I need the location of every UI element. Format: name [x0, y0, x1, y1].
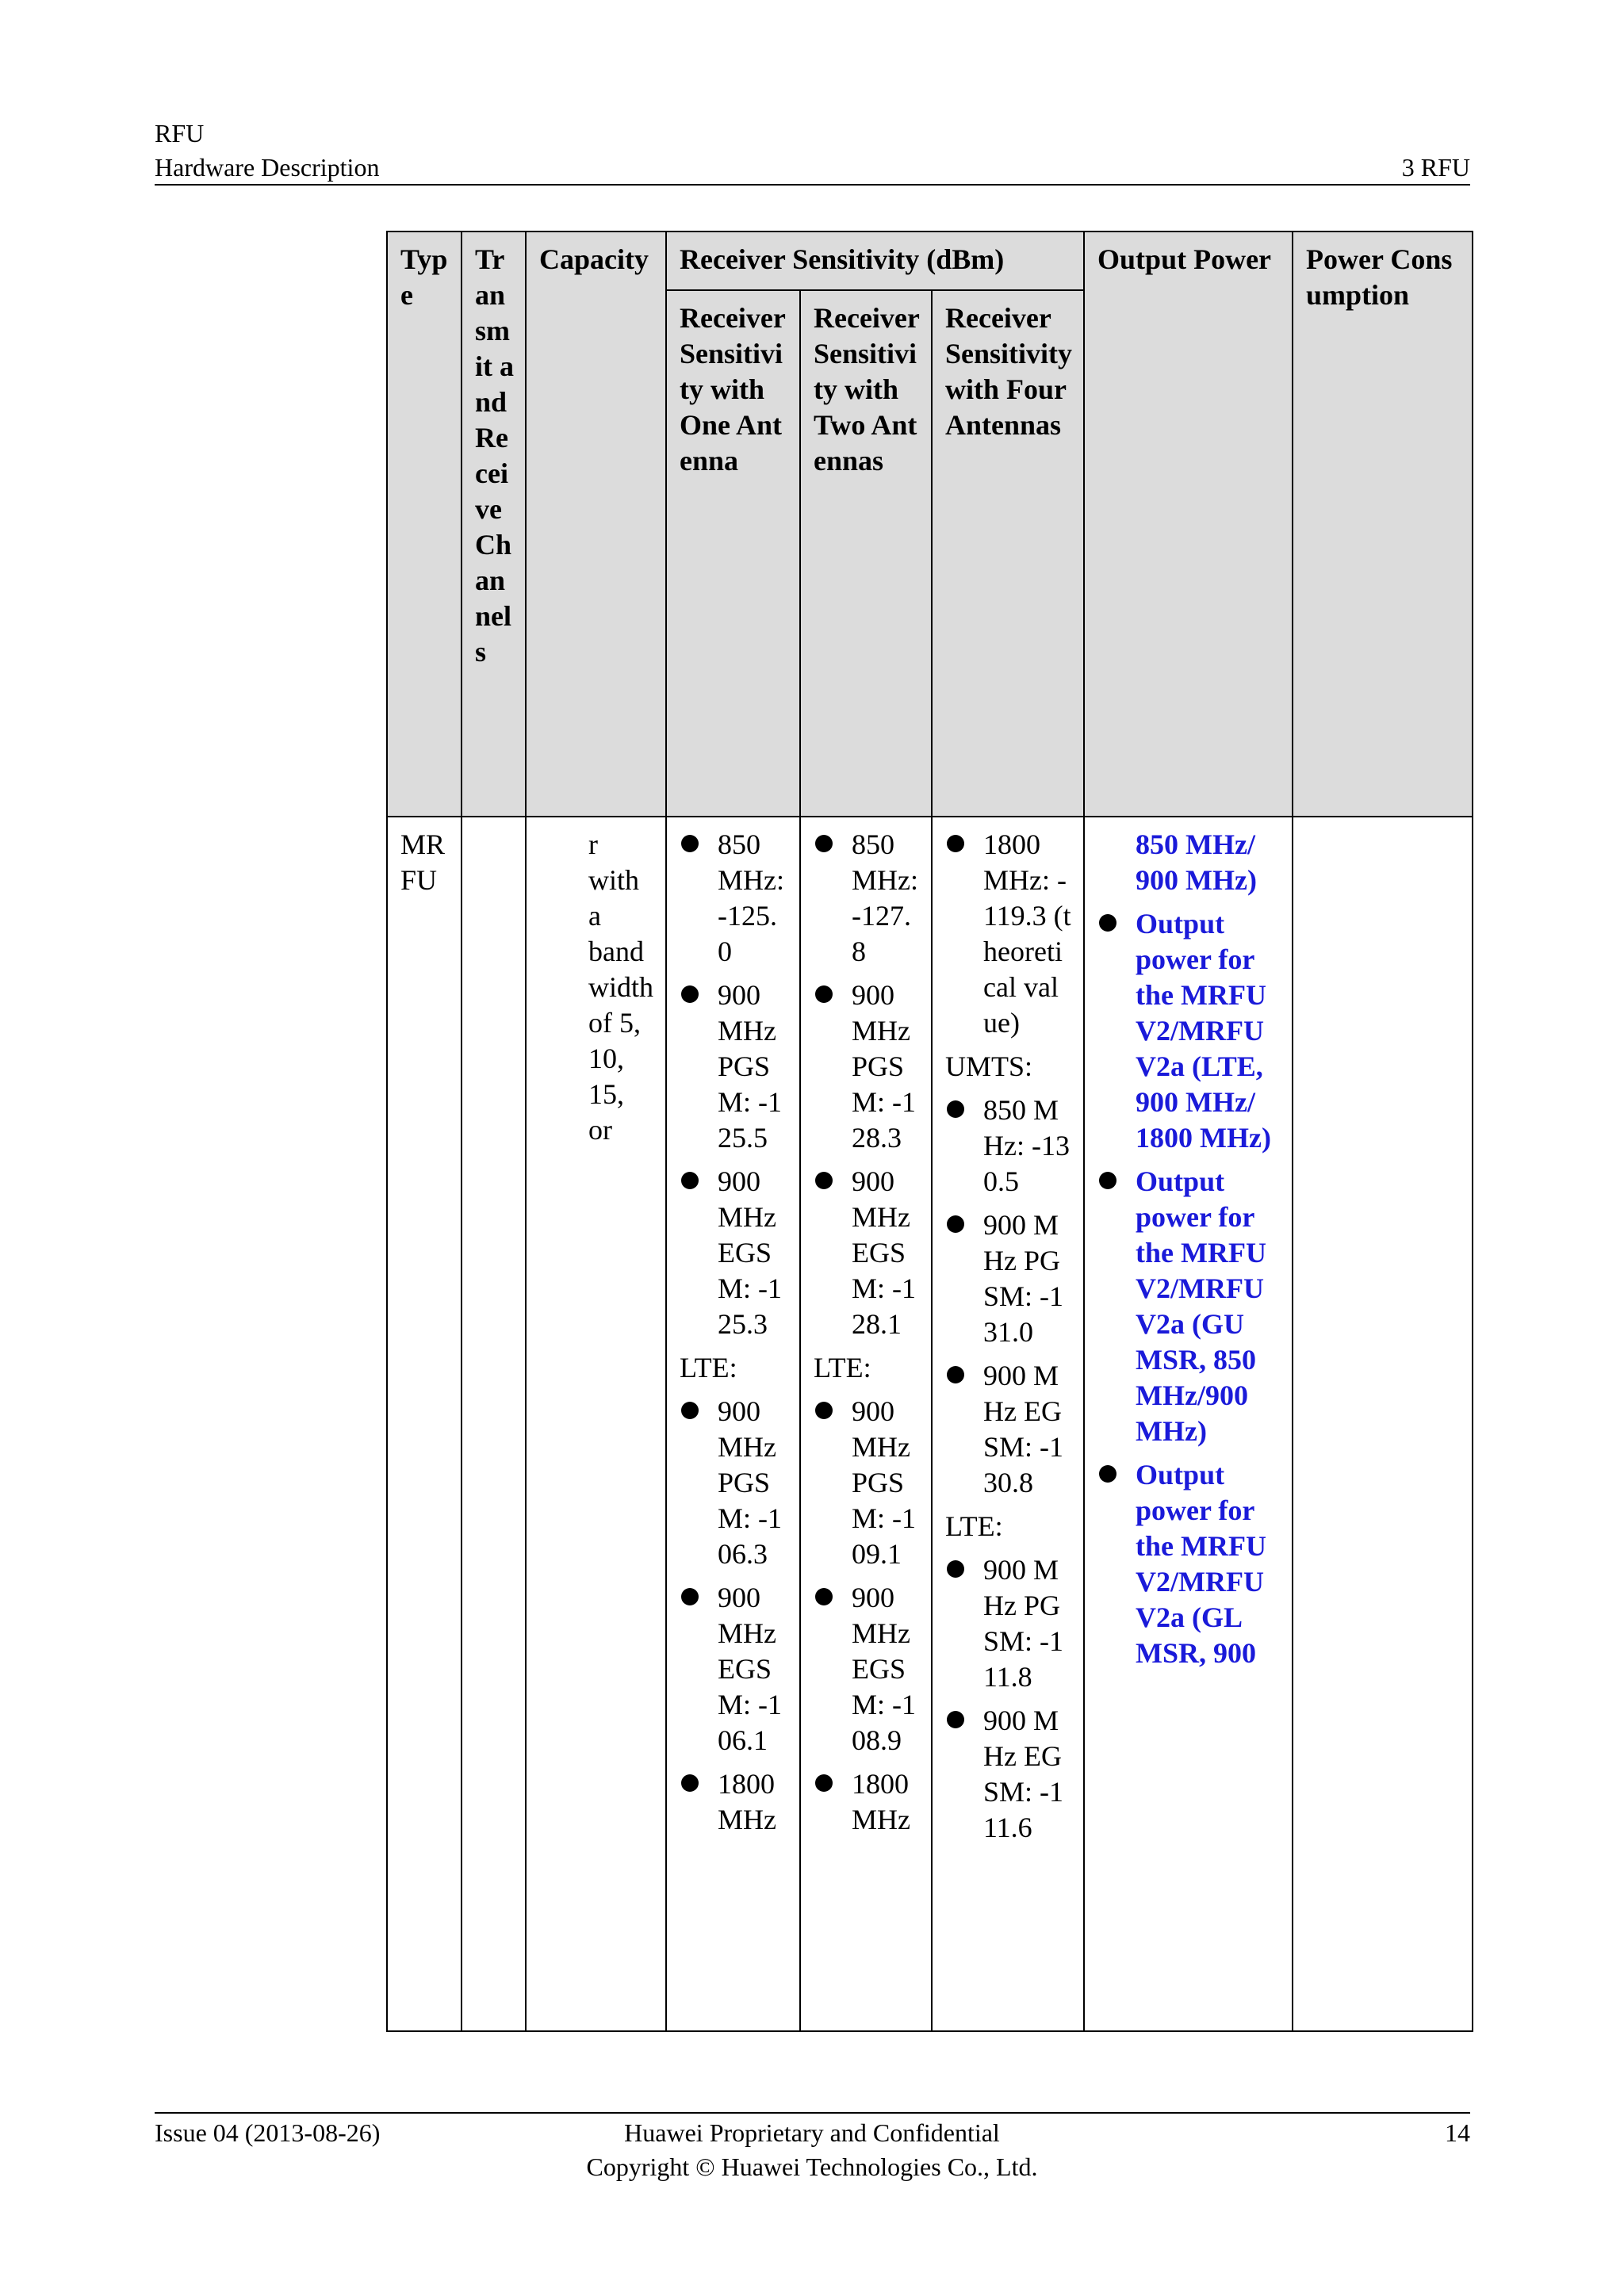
- bullet-icon: [815, 1402, 833, 1419]
- list-item: 900 MHz PGSM: -128.3: [814, 978, 920, 1156]
- list-item: 900 MHz PGSM: -106.3: [680, 1394, 788, 1572]
- bullet-icon: [681, 1774, 699, 1792]
- list-item: 900 MHz EGSM: -128.1: [814, 1164, 920, 1342]
- col-header-power-consumption: Power Consumption: [1293, 232, 1473, 817]
- col-header-output-power: Output Power: [1084, 232, 1293, 817]
- bullet-icon: [947, 1560, 964, 1578]
- bullet-icon: [681, 835, 699, 852]
- col-header-rx-two: Receiver Sensitivity with Two Antennas: [800, 290, 932, 817]
- bullet-icon: [1099, 914, 1116, 932]
- bullet-icon: [681, 985, 699, 1003]
- list-item: 900 MHz PGSM: -109.1: [814, 1394, 920, 1572]
- col-header-rx-four: Receiver Sensitivity with Four Antennas: [932, 290, 1084, 817]
- cell-rx-four: [932, 817, 1084, 2031]
- list-item: 900 MHz EGSM: -125.3: [680, 1164, 788, 1342]
- header-product: RFU: [155, 119, 205, 147]
- list-item[interactable]: [1097, 1457, 1281, 1671]
- bullet-icon: [815, 835, 833, 852]
- list-item: 900 MHz PGSM: -111.8: [945, 1552, 1072, 1695]
- list-item: 900 MHz EGSM: -106.1: [680, 1580, 788, 1758]
- list-item: 900 MHz PGSM: -131.0: [945, 1207, 1072, 1350]
- list-item[interactable]: [1097, 906, 1281, 1156]
- cell-rx-two: [800, 817, 932, 2031]
- footer-page-number: 14: [1445, 2118, 1470, 2147]
- col-header-rx-one: Receiver Sensitivity with One Antenna: [666, 290, 800, 817]
- footer-copyright: Copyright © Huawei Technologies Co., Ltd.: [586, 2152, 1038, 2181]
- list-item: 850 MHz: -127.8: [814, 827, 920, 970]
- bullet-icon: [947, 1215, 964, 1233]
- bullet-icon: [947, 1711, 964, 1728]
- col-header-rx-sensitivity: Receiver Sensitivity (dBm): [666, 232, 1084, 290]
- col-header-capacity: Capacity: [526, 232, 666, 817]
- cell-rx-one: [666, 817, 800, 2031]
- bullet-icon: [815, 1774, 833, 1792]
- list-item: 900 MHz EGSM: -130.8: [945, 1358, 1072, 1501]
- cell-channels: [462, 817, 526, 2031]
- output-power-link[interactable]: Output power for the MRFU V2/MRFU V2a (LTE, 900 MHz/ 1800 MHz): [1136, 908, 1271, 1154]
- col-header-channels: Transmit and Receive Channels: [462, 232, 526, 817]
- section-label-lte: LTE:: [945, 1510, 1003, 1542]
- section-label-umts: UMTS:: [945, 1050, 1033, 1082]
- section-label-lte: LTE:: [814, 1352, 871, 1383]
- header-divider: [155, 184, 1470, 186]
- cell-capacity: [526, 817, 666, 2031]
- bullet-icon: [815, 1172, 833, 1189]
- bullet-icon: [1099, 1465, 1116, 1483]
- cell-output-power: [1084, 817, 1293, 2031]
- spec-table: [386, 231, 1473, 2032]
- header-chapter: 3 RFU: [1401, 153, 1470, 182]
- list-item: 850 MHz: -125.0: [680, 827, 788, 970]
- list-item: 850 MHz: -130.5: [945, 1093, 1072, 1200]
- list-item: 1800 MHz: [680, 1766, 788, 1838]
- bullet-icon: [1099, 1172, 1116, 1189]
- col-header-type: Type: [387, 232, 462, 817]
- list-item: 900 MHz PGSM: -125.5: [680, 978, 788, 1156]
- list-item: 900 MHz EGSM: -111.6: [945, 1703, 1072, 1846]
- cell-type: MRFU: [387, 817, 462, 2031]
- output-power-link[interactable]: Output power for the MRFU V2/MRFU V2a (GU MSR, 850 MHz/900 MHz): [1136, 1165, 1266, 1447]
- footer-confidential: Huawei Proprietary and Confidential: [624, 2118, 1000, 2147]
- capacity-text: r with a band width of 5, 10, 15, or: [588, 828, 654, 1146]
- section-label-lte: LTE:: [680, 1352, 737, 1383]
- bullet-icon: [815, 1588, 833, 1605]
- list-item: 900 MHz EGSM: -108.9: [814, 1580, 920, 1758]
- header-doc-title: Hardware Description: [155, 153, 380, 182]
- bullet-icon: [815, 985, 833, 1003]
- cell-power-consumption: [1293, 817, 1473, 2031]
- footer-divider: [155, 2112, 1470, 2114]
- output-power-link[interactable]: Output power for the MRFU V2/MRFU V2a (GL MSR, 900: [1136, 1459, 1266, 1669]
- bullet-icon: [947, 1366, 964, 1383]
- footer-issue: Issue 04 (2013-08-26): [155, 2118, 381, 2147]
- bullet-icon: [681, 1402, 699, 1419]
- list-item: 1800 MHz: [814, 1766, 920, 1838]
- list-item: 1800 MHz: -119.3 (theoretical value): [945, 827, 1072, 1041]
- bullet-icon: [947, 835, 964, 852]
- bullet-icon: [681, 1588, 699, 1605]
- table-row: [387, 817, 1473, 2031]
- list-item[interactable]: [1097, 1164, 1281, 1449]
- output-power-lead-link[interactable]: 850 MHz/ 900 MHz): [1136, 828, 1257, 896]
- bullet-icon: [947, 1100, 964, 1118]
- bullet-icon: [681, 1172, 699, 1189]
